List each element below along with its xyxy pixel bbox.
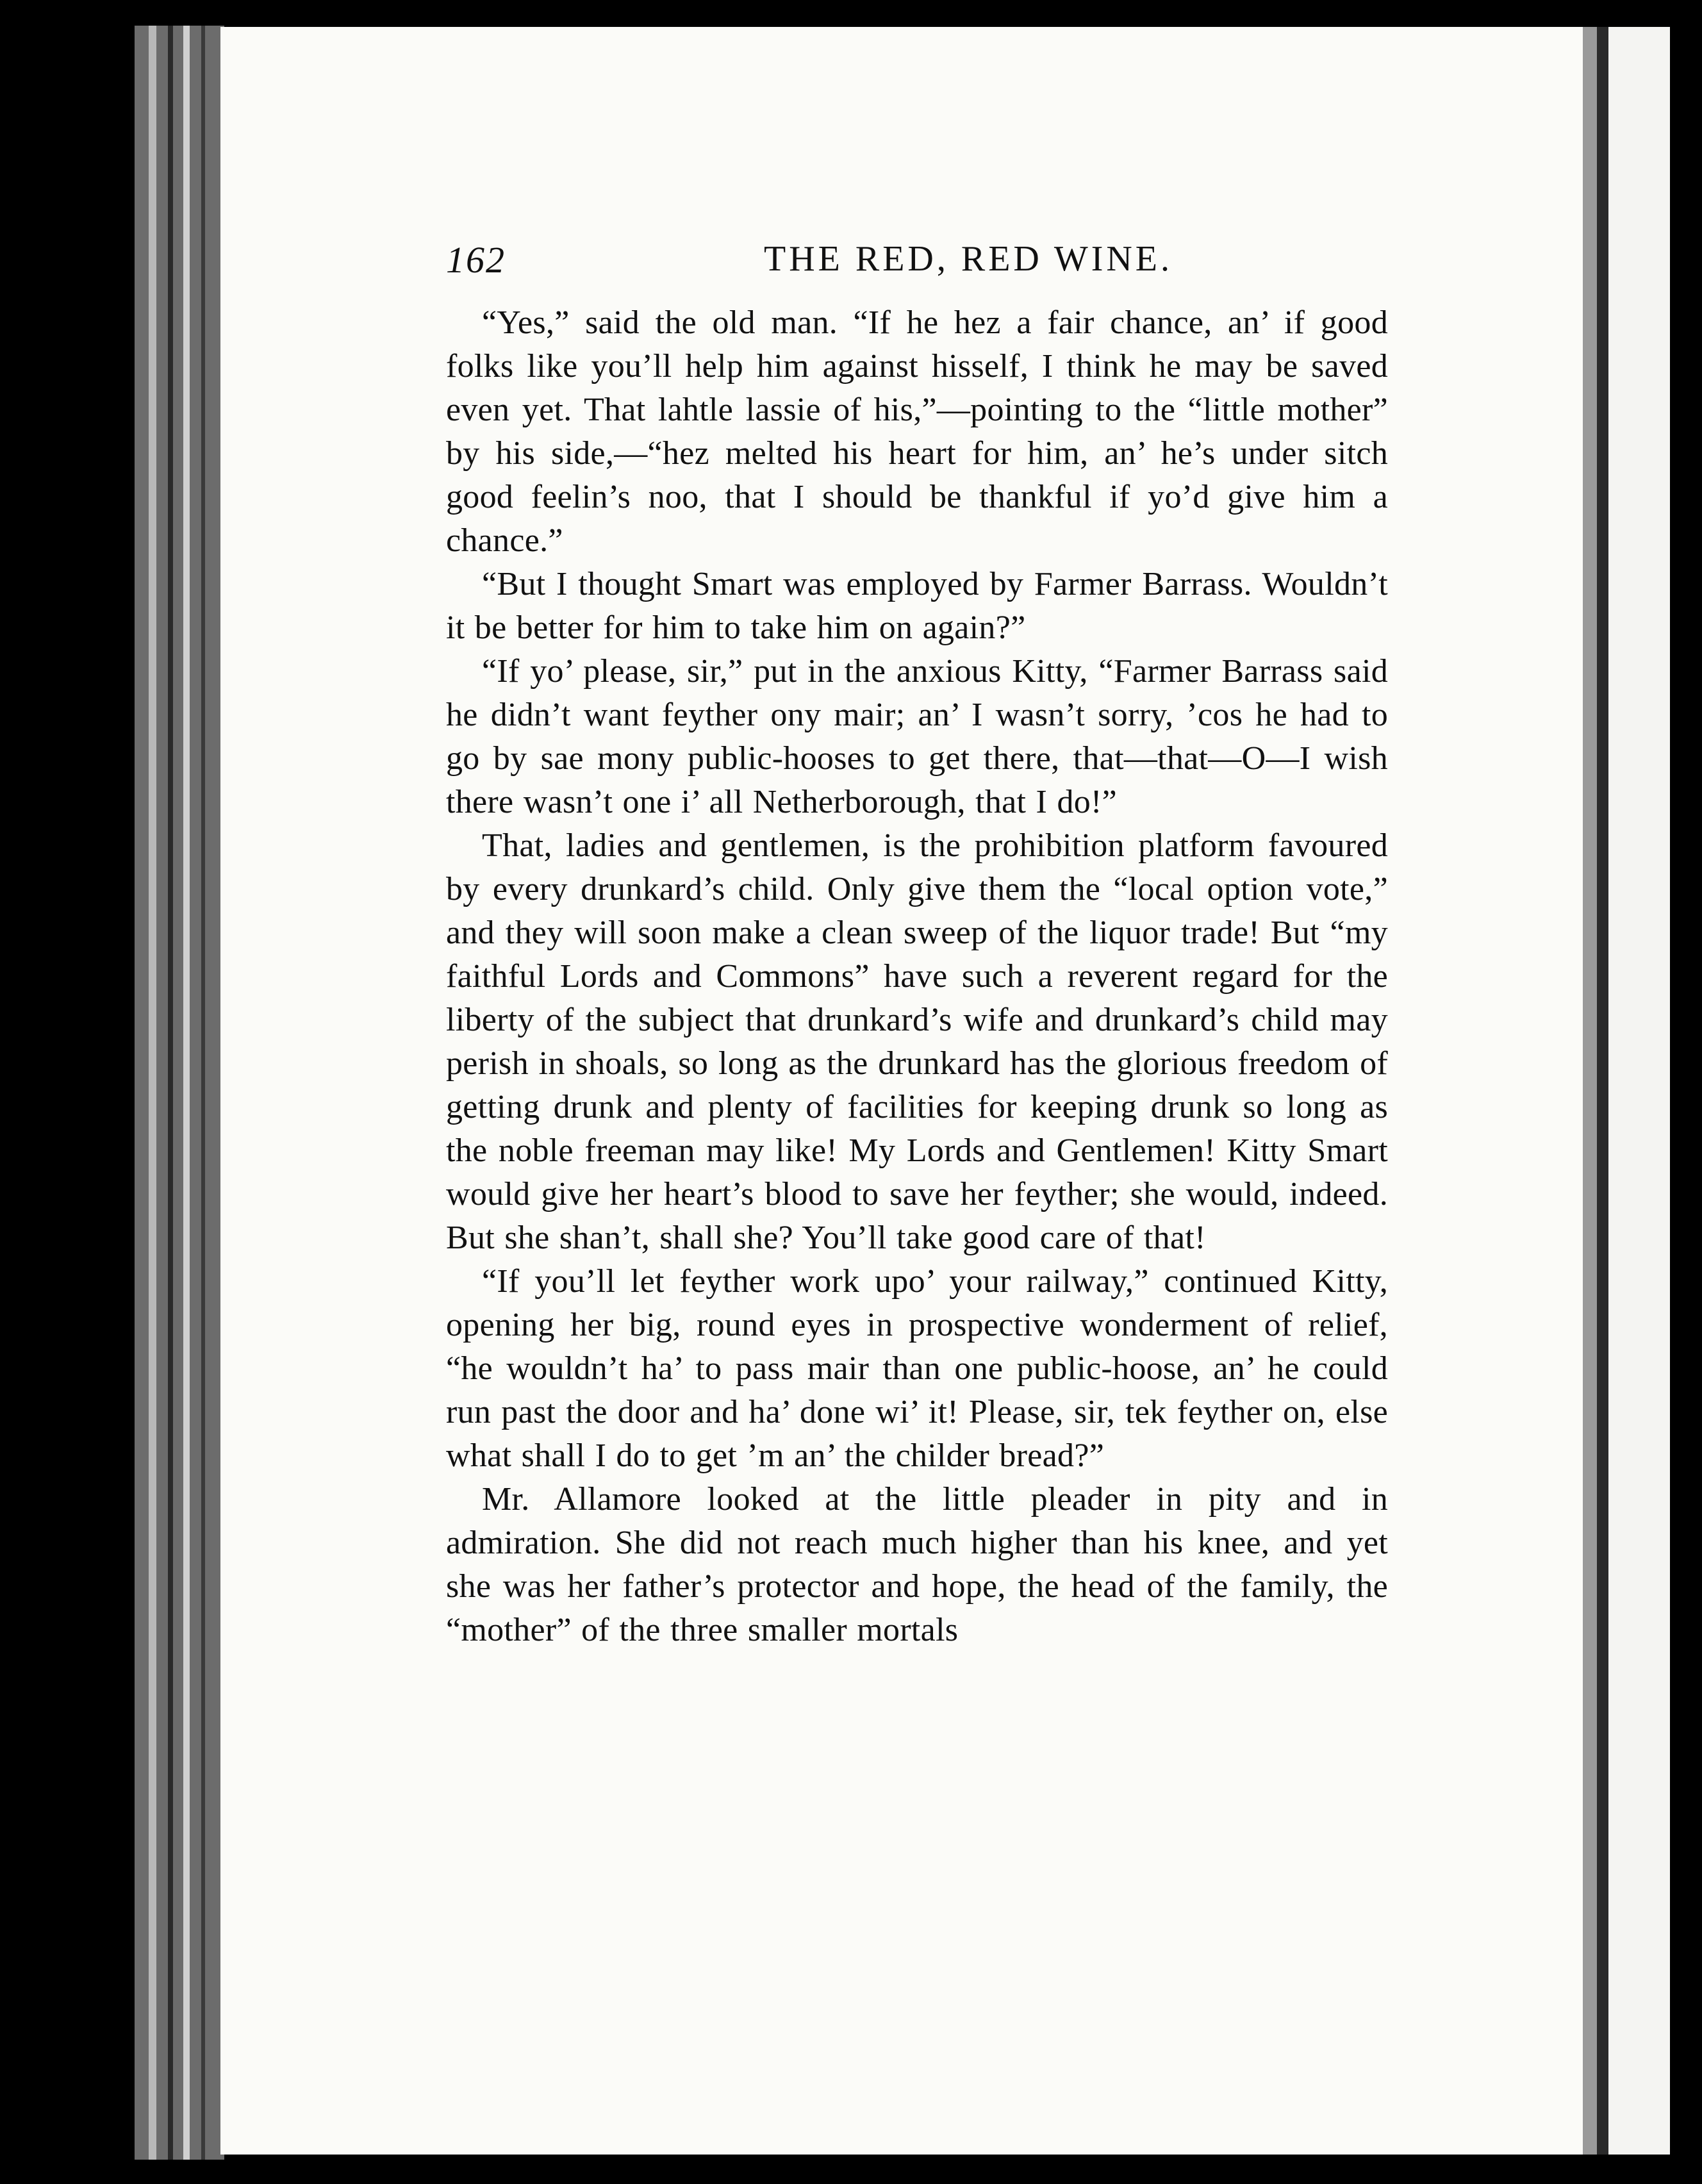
page-edge-line [201,26,205,2160]
paragraph: Mr. Allamore looked at the little pleader in pity and in admiration. She did not reach much higher than his knee, and yet she was her father’s protector and hope, the head of the family, the “mother” of the three smaller mortals [446,1481,1388,1648]
running-title: THE RED, RED WINE. [764,239,1173,279]
page-text [446,231,1388,1652]
body-text [446,301,1388,1652]
paragraph: “But I thought Smart was employed by Farmer Barrass. Wouldn’t it be better for him to take him on again?” [446,566,1388,646]
paragraph: “If you’ll let feyther work upo’ your railway,” continued Kitty, opening her big, round eyes in prospective wonderment of relief, “he wouldn’t ha’ to pass mair than one public-hoose, an’ he could run past the door and ha’ done wi’ it! Please, sir, tek feyther on, else what shall I do to get ’m an’ the childer bread?” [446,1263,1388,1474]
facing-page-edge [1608,27,1670,2155]
paragraph: “Yes,” said the old man. “If he hez a fair chance, an’ if good folks like you’ll help him against hisself, I think he may be saved even yet. That lahtle lassie of his,”—pointing to the “little mother” by his side,—“hez melted his heart for him, an’ he’s under sitch good feelin’s noo, that I should be thankful if yo’d give him a chance.” [446,304,1388,559]
page-number: 162 [446,239,506,281]
page-edge-line [183,26,190,2160]
running-head [446,231,1388,301]
page-edge-line [168,26,173,2160]
page-edges [135,26,224,2160]
paragraph: That, ladies and gentlemen, is the prohibition platform favoured by every drunkard’s child. Only give them the “local option vote,” and they will soon make a clean sweep of the liquor trade! But “my faithful Lords and Commons” have such a reverent regard for the liberty of the subject that drunkard’s wife and drunkard’s child may perish in shoals, so long as the drunkard has the glorious freedom of getting drunk and plenty of facilities for keeping drunk so long as the noble freeman may like! My Lords and Gentlemen! Kitty Smart would give her heart’s blood to save her feyther; she would, indeed. But she shan’t, shall she? You’ll take good care of that! [446,827,1388,1256]
paragraph: “If yo’ please, sir,” put in the anxious Kitty, “Farmer Barrass said he didn’t want feyther ony mair; an’ I wasn’t sorry, ’cos he had to go by sae mony public-hooses to get there, that—that—O—I wish there wasn’t one i’ all Netherborough, that I do!” [446,653,1388,820]
gutter-shadow [1583,27,1597,2155]
page-edge-line [149,26,156,2160]
gutter-shadow [1597,27,1608,2155]
